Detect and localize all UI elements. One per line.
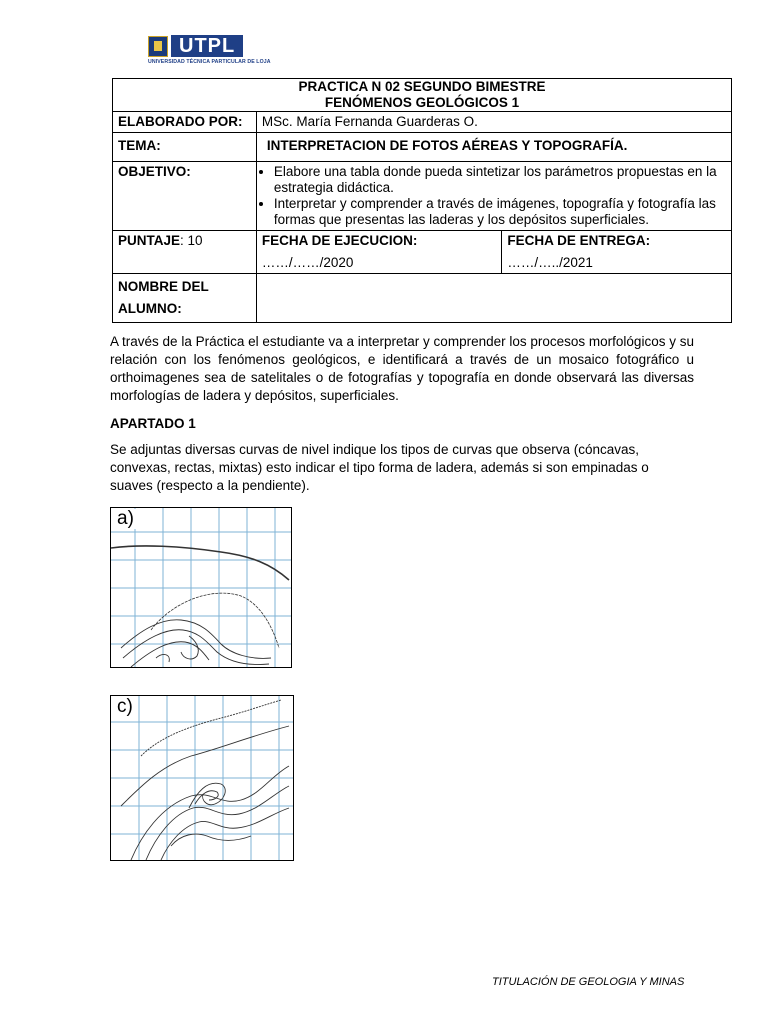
logo-name: UTPL [171,35,243,57]
objetivo-label: OBJETIVO: [113,162,257,231]
figure-a-label: a) [117,508,134,529]
apartado-heading: APARTADO 1 [110,416,196,431]
contour-map-c [111,696,293,860]
objetivo-item: • Interpretar y comprender a través de imágenes, topografía y fotografía las formas que presentas las laderas y los depósitos superficiales. [274,196,725,228]
logo-subtitle: UNIVERSIDAD TÉCNICA PARTICULAR DE LOJA [148,59,271,65]
tema-label: TEMA: [113,133,257,162]
puntaje-value: : 10 [180,233,203,248]
tema-value: INTERPRETACION DE FOTOS AÉREAS Y TOPOGRAFÍA. [256,133,731,162]
shield-icon [148,36,168,57]
elaborado-value: MSc. María Fernanda Guarderas O. [256,112,731,133]
figure-c-label: c) [117,696,133,717]
contour-map-a [111,508,291,667]
alumno-label: ALUMNO: [118,301,182,316]
page-title: PRACTICA N 02 SEGUNDO BIMESTRE [298,79,546,94]
utpl-logo [148,35,271,71]
objetivos-list [262,164,725,228]
apartado-paragraph: Se adjuntas diversas curvas de nivel indique los tipos de curvas que observa (cóncavas, convexas, rectas, mixtas) esto indicar el tipo forma de ladera, además si son empinadas o suaves (respecto a la pendiente). [110,442,649,493]
title-cell [113,79,732,112]
elaborado-label: ELABORADO POR: [113,112,257,133]
footer-text: TITULACIÓN DE GEOLOGIA Y MINAS [492,976,685,988]
header-table [112,78,732,323]
fecha-ejecucion-label: FECHA DE EJECUCION: [261,233,418,248]
figure-a [110,507,292,668]
fecha-entrega-label: FECHA DE ENTREGA: [507,233,651,248]
fecha-entrega-value: ……/…../2021 [507,255,593,270]
contour-lines [121,700,289,860]
nombre-field[interactable] [256,274,731,323]
fecha-ejecucion-value: ……/……/2020 [261,255,354,270]
nombre-label: NOMBRE DEL [118,279,209,294]
contour-lines [111,546,289,667]
page-subtitle: FENÓMENOS GEOLÓGICOS 1 [324,95,520,110]
intro-paragraph: A través de la Práctica el estudiante va a interpretar y comprender los procesos morfológicos y su relación con los fenómenos geológicos, e identificará a través de un mosaico fotográfico u orthoimagenes sea de satelitales o de fotografías y topografía en donde observará las diversas morfologías de ladera y depósitos, superficiales. [110,334,694,403]
objetivo-item: • Elabore una tabla donde pueda sintetizar los parámetros propuestas en la estrategia didáctica. [274,164,725,196]
puntaje-label: PUNTAJE [118,233,181,248]
grid-lines [111,508,291,667]
figure-c [110,695,294,861]
grid-lines [111,696,293,860]
